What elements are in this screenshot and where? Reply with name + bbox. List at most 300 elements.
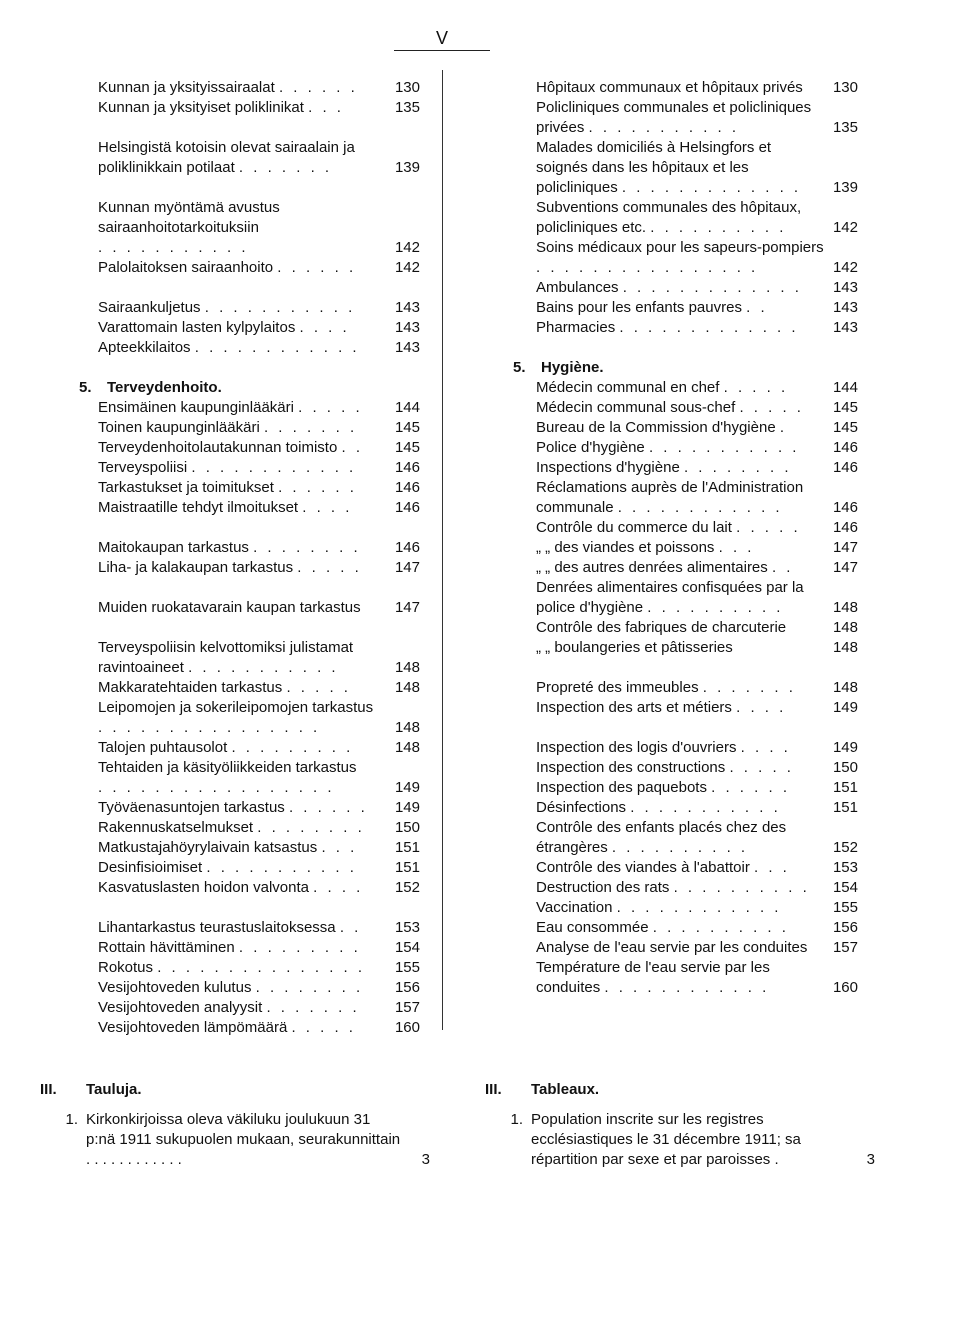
toc-entry: [80, 678, 420, 698]
toc-entry: [80, 938, 420, 958]
toc-entry: [80, 558, 420, 578]
section-title: Terveydenhoito.: [107, 379, 222, 396]
toc-entry: [514, 678, 858, 698]
entry-number: 1.: [65, 1111, 78, 1128]
toc-entry: [80, 258, 420, 278]
entry-text: [536, 478, 824, 518]
page-ref: 146: [832, 519, 858, 536]
dot-leader: . . .: [754, 859, 790, 876]
entry-text: [536, 378, 824, 398]
dot-leader: . . . . . . . . .: [231, 739, 354, 756]
spacer: [514, 338, 858, 358]
dot-leader: . . . . . . . . . . . . . . .: [157, 959, 366, 976]
toc-entry: [514, 898, 858, 918]
page-ref: 156: [832, 919, 858, 936]
entry-title: Malades domiciliés à Helsingfors et soignés dans les hôpitaux et les policliniques: [536, 139, 772, 196]
dot-leader: . . . . . . . . . . . . . . . . .: [98, 779, 335, 796]
entry-title: Matkustajahöyrylaivain katsastus: [98, 839, 318, 856]
page-ref: 143: [832, 299, 858, 316]
dot-leader: . . . . . .: [278, 479, 357, 496]
entry-text: [536, 938, 824, 958]
entry-text: [98, 418, 386, 438]
toc-entry: [80, 398, 420, 418]
entry-text: [98, 998, 386, 1018]
dot-leader: . . . . . . . . . . . .: [616, 899, 782, 916]
dot-leader: . . . .: [740, 739, 791, 756]
entry-text: [98, 538, 386, 558]
page-ref: 146: [394, 459, 420, 476]
dot-leader: . .: [339, 919, 362, 936]
toc-entry: [514, 818, 858, 858]
entry-title: Inspection des constructions: [536, 759, 726, 776]
entry-text: [531, 1110, 847, 1170]
entry-text: [98, 918, 386, 938]
entry-text: [98, 498, 386, 518]
page-ref: 154: [832, 879, 858, 896]
page-ref: 145: [394, 419, 420, 436]
entry-title: Inspection des arts et métiers: [536, 699, 732, 716]
entry-title: Denrées alimentaires confisquées par la police d'hygiène: [536, 579, 804, 616]
entry-title: Tehtaiden ja käsityöliikkeiden tarkastus: [98, 759, 357, 776]
page-ref: 155: [394, 959, 420, 976]
toc-entry: [80, 318, 420, 338]
section-heading: [485, 1080, 875, 1100]
page-ref: 146: [394, 479, 420, 496]
entry-title: Hôpitaux communaux et hôpitaux privés: [536, 79, 803, 96]
toc-entry: [80, 858, 420, 878]
entry-text: [536, 858, 824, 878]
dot-leader: . . . . . . . . . . . .: [86, 1151, 182, 1168]
section-heading: [79, 378, 420, 398]
page-ref: 148: [394, 719, 420, 736]
entry-text: [98, 138, 386, 178]
entry-title: Pharmacies: [536, 319, 616, 336]
toc-entry: [514, 858, 858, 878]
entry-text: [98, 978, 386, 998]
page-ref: 147: [832, 539, 858, 556]
entry-title: Eau consommée: [536, 919, 649, 936]
entry-text: [98, 318, 386, 338]
column-divider: [442, 70, 443, 1030]
dot-leader: . . . . . . . . . . . .: [617, 499, 783, 516]
entry-title: Médecin communal en chef: [536, 379, 720, 396]
page-number: V: [394, 28, 490, 51]
page-ref: 152: [832, 839, 858, 856]
toc-entry: [514, 198, 858, 238]
entry-text: [536, 458, 824, 478]
section-number: 5.: [513, 359, 526, 376]
toc-entry: [514, 958, 858, 998]
entry-title: Vesijohtoveden lämpömäärä: [98, 1019, 288, 1036]
toc-entry: [80, 818, 420, 838]
entry-title: Rottain hävittäminen: [98, 939, 235, 956]
entry-text: [536, 78, 824, 98]
page-ref: 151: [832, 799, 858, 816]
dot-leader: . . . . . . . . . . .: [206, 859, 357, 876]
entry-title: Bureau de la Commission d'hygiène: [536, 419, 776, 436]
dot-leader: . . . . . . . . . .: [652, 919, 789, 936]
page-ref: 152: [394, 879, 420, 896]
dot-leader: . . . .: [302, 499, 353, 516]
toc-entry: [80, 138, 420, 178]
toc-entry: [514, 398, 858, 418]
dot-leader: . . . . . .: [277, 259, 357, 276]
entry-text: [98, 758, 386, 798]
toc-entry: [514, 278, 858, 298]
dot-leader: . . . . . .: [711, 779, 790, 796]
page-ref: 146: [394, 539, 420, 556]
entry-title: Désinfections: [536, 799, 627, 816]
toc-entry: [514, 558, 858, 578]
dot-leader: . . . . . . . . . .: [650, 219, 787, 236]
entry-text: [98, 698, 386, 738]
entry-title: Lihantarkastus teurastuslaitoksessa: [98, 919, 336, 936]
spacer: [80, 178, 420, 198]
entry-title: Kunnan myöntämä avustus sairaanhoitotarkoituksiin: [98, 199, 280, 236]
entry-title: Inspection des logis d'ouvriers: [536, 739, 737, 756]
page-ref: 157: [394, 999, 420, 1016]
entry-text: [98, 438, 386, 458]
section-number: 5.: [79, 379, 92, 396]
entry-text: [536, 418, 824, 438]
entry-title: Toinen kaupunginlääkäri: [98, 419, 260, 436]
toc-entry: [514, 578, 858, 618]
entry-text: [98, 98, 386, 118]
entry-title: Contrôle des viandes à l'abattoir: [536, 859, 750, 876]
entry-title: Maistraatille tehdyt ilmoitukset: [98, 499, 299, 516]
page-ref: 142: [394, 259, 420, 276]
entry-title: Työväenasuntojen tarkastus: [98, 799, 285, 816]
dot-leader: .: [779, 419, 788, 436]
toc-entry: [514, 238, 858, 278]
toc-entry: [80, 958, 420, 978]
page-ref: 144: [394, 399, 420, 416]
dot-leader: . .: [771, 559, 794, 576]
entry-text: [98, 598, 386, 618]
dot-leader: . . . . . . . . . .: [673, 879, 810, 896]
entry-title: Rakennuskatselmukset: [98, 819, 254, 836]
dot-leader: . . . .: [313, 879, 364, 896]
entry-text: [536, 538, 824, 558]
dot-leader: . . . . . . . .: [683, 459, 792, 476]
page-ref: 148: [832, 639, 858, 656]
toc-entry: [80, 98, 420, 118]
spacer: [80, 358, 420, 378]
toc-entry: [514, 938, 858, 958]
page-ref: 148: [832, 619, 858, 636]
entry-text: [536, 638, 824, 658]
dot-leader: . . . . .: [723, 379, 789, 396]
toc-entry: [80, 798, 420, 818]
entry-title: Ambulances: [536, 279, 619, 296]
dot-leader: . . . . . . . . .: [238, 939, 361, 956]
toc-entry: [514, 538, 858, 558]
section-title: Hygiène.: [541, 359, 604, 376]
section-number: III.: [40, 1081, 57, 1098]
toc-entry: [80, 758, 420, 798]
entry-number: 1.: [510, 1111, 523, 1128]
page-ref: 151: [394, 859, 420, 876]
entry-text: [98, 938, 386, 958]
section-number: III.: [485, 1081, 502, 1098]
page-ref: 130: [832, 79, 858, 96]
entry-title: Kunnan ja yksityissairaalat: [98, 79, 275, 96]
entry-title: Terveydenhoitolautakunnan toimisto: [98, 439, 338, 456]
entry-text: [98, 398, 386, 418]
dot-leader: . . . . . . . . . . . . .: [619, 319, 799, 336]
toc-entry: [80, 478, 420, 498]
entry-text: [98, 258, 386, 278]
toc-entry: [514, 518, 858, 538]
toc-entry: [514, 458, 858, 478]
entry-text: [536, 518, 824, 538]
entry-text: [536, 758, 824, 778]
toc-entry: [514, 98, 858, 138]
page-ref: 151: [832, 779, 858, 796]
dot-leader: . . . . . . . .: [257, 819, 365, 836]
page-ref: 145: [832, 399, 858, 416]
entry-text: [98, 558, 386, 578]
section-title: Tableaux.: [531, 1081, 600, 1098]
dot-leader: . .: [341, 439, 364, 456]
dot-leader: . . . . . . . . . . . . .: [621, 179, 802, 196]
entry-title: Palolaitoksen sairaanhoito: [98, 259, 274, 276]
entry-title: Vaccination: [536, 899, 613, 916]
page-ref: 142: [832, 259, 858, 276]
entry-text: [86, 1110, 402, 1170]
dot-leader: . . . . .: [291, 1019, 356, 1036]
entry-text: [536, 398, 824, 418]
page-ref: 148: [832, 679, 858, 696]
entry-text: [536, 558, 824, 578]
section-heading: [513, 358, 858, 378]
toc-entry: [80, 978, 420, 998]
entry-title: Vesijohtoveden analyysit: [98, 999, 263, 1016]
spacer: [80, 518, 420, 538]
entry-text: [536, 578, 824, 618]
page-ref: 143: [394, 339, 420, 356]
page-ref: 149: [832, 699, 858, 716]
dot-leader: . . .: [308, 99, 344, 116]
dot-leader: . . . . .: [739, 399, 804, 416]
page-ref: 149: [394, 799, 420, 816]
entry-text: [98, 198, 386, 258]
toc-entry: [514, 478, 858, 518]
entry-text: [536, 798, 824, 818]
toc-entry: [80, 1018, 420, 1038]
page-ref: 148: [394, 659, 420, 676]
spacer: [80, 278, 420, 298]
entry-title: Analyse de l'eau servie par les conduites: [536, 939, 808, 956]
page-ref: 147: [832, 559, 858, 576]
entry-title: Kasvatuslasten hoidon valvonta: [98, 879, 309, 896]
dot-leader: . . . . .: [729, 759, 794, 776]
toc-entry: [40, 1110, 430, 1170]
entry-text: [536, 318, 824, 338]
page-ref: 157: [832, 939, 858, 956]
dot-leader: . . . . . . . . . .: [611, 839, 749, 856]
entry-text: [98, 738, 386, 758]
page-ref: 142: [832, 219, 858, 236]
entry-title: Helsingistä kotoisin olevat sairaalain ja poliklinikkain potilaat: [98, 139, 355, 176]
spacer: [80, 898, 420, 918]
dot-leader: . . . . . . . . . . .: [630, 799, 781, 816]
dot-leader: . . . . . . . . . . . . .: [622, 279, 802, 296]
entry-text: [536, 138, 824, 198]
page-ref: 139: [394, 159, 420, 176]
toc-entry: [80, 458, 420, 478]
page-ref: 160: [394, 1019, 420, 1036]
tables-section-finnish: [40, 1080, 430, 1170]
entry-text: [536, 918, 824, 938]
page-ref: 143: [394, 299, 420, 316]
toc-entry: [514, 798, 858, 818]
entry-title: Contrôle du commerce du lait: [536, 519, 732, 536]
page-ref: 148: [394, 739, 420, 756]
toc-entry: [80, 918, 420, 938]
entry-text: [98, 858, 386, 878]
page-ref: 3: [866, 1151, 875, 1168]
entry-text: [536, 278, 824, 298]
page-ref: 130: [394, 79, 420, 96]
toc-entry: [80, 338, 420, 358]
toc-entry: [514, 618, 858, 638]
toc-column-finnish: [80, 78, 420, 1038]
spacer: [514, 718, 858, 738]
page-ref: 148: [832, 599, 858, 616]
entry-text: [536, 898, 824, 918]
entry-title: Kunnan ja yksityiset poliklinikat: [98, 99, 304, 116]
dot-leader: . . . . . .: [288, 799, 368, 816]
entry-title: Liha- ja kalakaupan tarkastus: [98, 559, 294, 576]
entry-text: [536, 738, 824, 758]
page-ref: 135: [394, 99, 420, 116]
page-ref: 144: [832, 379, 858, 396]
toc-entry: [514, 738, 858, 758]
entry-title: Température de l'eau servie par les conduites: [536, 959, 770, 996]
entry-title: Terveyspoliisi: [98, 459, 188, 476]
entry-text: [98, 838, 386, 858]
dot-leader: . . . . . . . . . . .: [588, 119, 740, 136]
toc-entry: [80, 738, 420, 758]
page-ref: 146: [832, 499, 858, 516]
page-ref: 145: [394, 439, 420, 456]
toc-entry: [514, 918, 858, 938]
dot-leader: .: [774, 1151, 779, 1168]
toc-entry: [80, 998, 420, 1018]
page-ref: 149: [394, 779, 420, 796]
toc-entry: [80, 198, 420, 258]
dot-leader: . . . .: [736, 699, 787, 716]
dot-leader: . . .: [321, 839, 358, 856]
page-ref: 151: [394, 839, 420, 856]
dot-leader: . . . . .: [298, 399, 363, 416]
page-ref: 153: [394, 919, 420, 936]
entry-title: Varattomain lasten kylpylaitos: [98, 319, 296, 336]
page-ref: 147: [394, 599, 420, 616]
dot-leader: . . . . . .: [278, 79, 358, 96]
section-title: Tauluja.: [86, 1081, 142, 1098]
dot-leader: . . . . . . . .: [255, 979, 364, 996]
entry-title: Subventions communales des hôpitaux, policliniques etc.: [536, 199, 802, 236]
entry-title: Inspection des paquebots: [536, 779, 707, 796]
toc-entry: [514, 638, 858, 658]
entry-title: „ „ des autres denrées alimentaires: [536, 559, 768, 576]
toc-entry: [80, 598, 420, 618]
entry-title: Bains pour les enfants pauvres: [536, 299, 742, 316]
dot-leader: . . . . . . . . . . . . . . . .: [536, 259, 759, 276]
entry-text: [536, 878, 824, 898]
toc-entry: [514, 378, 858, 398]
entry-title: Desinfisioimiset: [98, 859, 203, 876]
page-ref: 160: [832, 979, 858, 996]
dot-leader: . . . . .: [286, 679, 351, 696]
entry-title: Contrôle des fabriques de charcuterie: [536, 619, 787, 636]
entry-text: [536, 958, 824, 998]
page-ref: 154: [394, 939, 420, 956]
toc-entry: [80, 78, 420, 98]
toc-entry: [514, 318, 858, 338]
entry-text: [98, 78, 386, 98]
toc-entry: [514, 138, 858, 198]
entry-text: [536, 98, 824, 138]
spacer: [80, 618, 420, 638]
entry-title: Vesijohtoveden kulutus: [98, 979, 252, 996]
page-ref: 143: [394, 319, 420, 336]
dot-leader: . . . . . . . . . . . .: [604, 979, 770, 996]
toc-entry: [80, 878, 420, 898]
toc-entry: [485, 1110, 875, 1170]
dot-leader: . . . . . . . . . . . . . . . .: [98, 719, 321, 736]
page-ref: 149: [832, 739, 858, 756]
entry-title: Sairaankuljetus: [98, 299, 201, 316]
toc-entry: [80, 418, 420, 438]
dot-leader: . . . . . . .: [238, 159, 333, 176]
dot-leader: . .: [746, 299, 768, 316]
page-ref: 148: [394, 679, 420, 696]
entry-text: [98, 338, 386, 358]
entry-title: Talojen puhtausolot: [98, 739, 228, 756]
entry-text: [98, 458, 386, 478]
entry-title: Destruction des rats: [536, 879, 670, 896]
entry-title: Maitokaupan tarkastus: [98, 539, 249, 556]
entry-text: [536, 698, 824, 718]
toc-entry: [514, 418, 858, 438]
entry-text: [98, 878, 386, 898]
entry-title: Makkaratehtaiden tarkastus: [98, 679, 283, 696]
entry-text: [98, 678, 386, 698]
entry-title: Inspections d'hygiène: [536, 459, 680, 476]
entry-text: [536, 298, 824, 318]
page-ref: 146: [832, 459, 858, 476]
entry-title: Kirkonkirjoissa oleva väkiluku joulukuun 31 p:nä 1911 sukupuolen mukaan, seurakunnittain: [86, 1111, 401, 1148]
entry-title: Ensimäinen kaupunginlääkäri: [98, 399, 294, 416]
toc-entry: [514, 78, 858, 98]
dot-leader: . . . . . . . . . . .: [648, 439, 800, 456]
entry-text: [536, 198, 824, 238]
dot-leader: . . . . . . . . . . .: [98, 239, 249, 256]
entry-text: [536, 238, 824, 278]
page-ref: 143: [832, 279, 858, 296]
entry-text: [98, 818, 386, 838]
toc-entry: [514, 298, 858, 318]
toc-entry: [80, 298, 420, 318]
toc-entry: [80, 698, 420, 738]
entry-text: [98, 1018, 386, 1038]
entry-title: Propreté des immeubles: [536, 679, 699, 696]
entry-text: [98, 958, 386, 978]
entry-title: Rokotus: [98, 959, 154, 976]
